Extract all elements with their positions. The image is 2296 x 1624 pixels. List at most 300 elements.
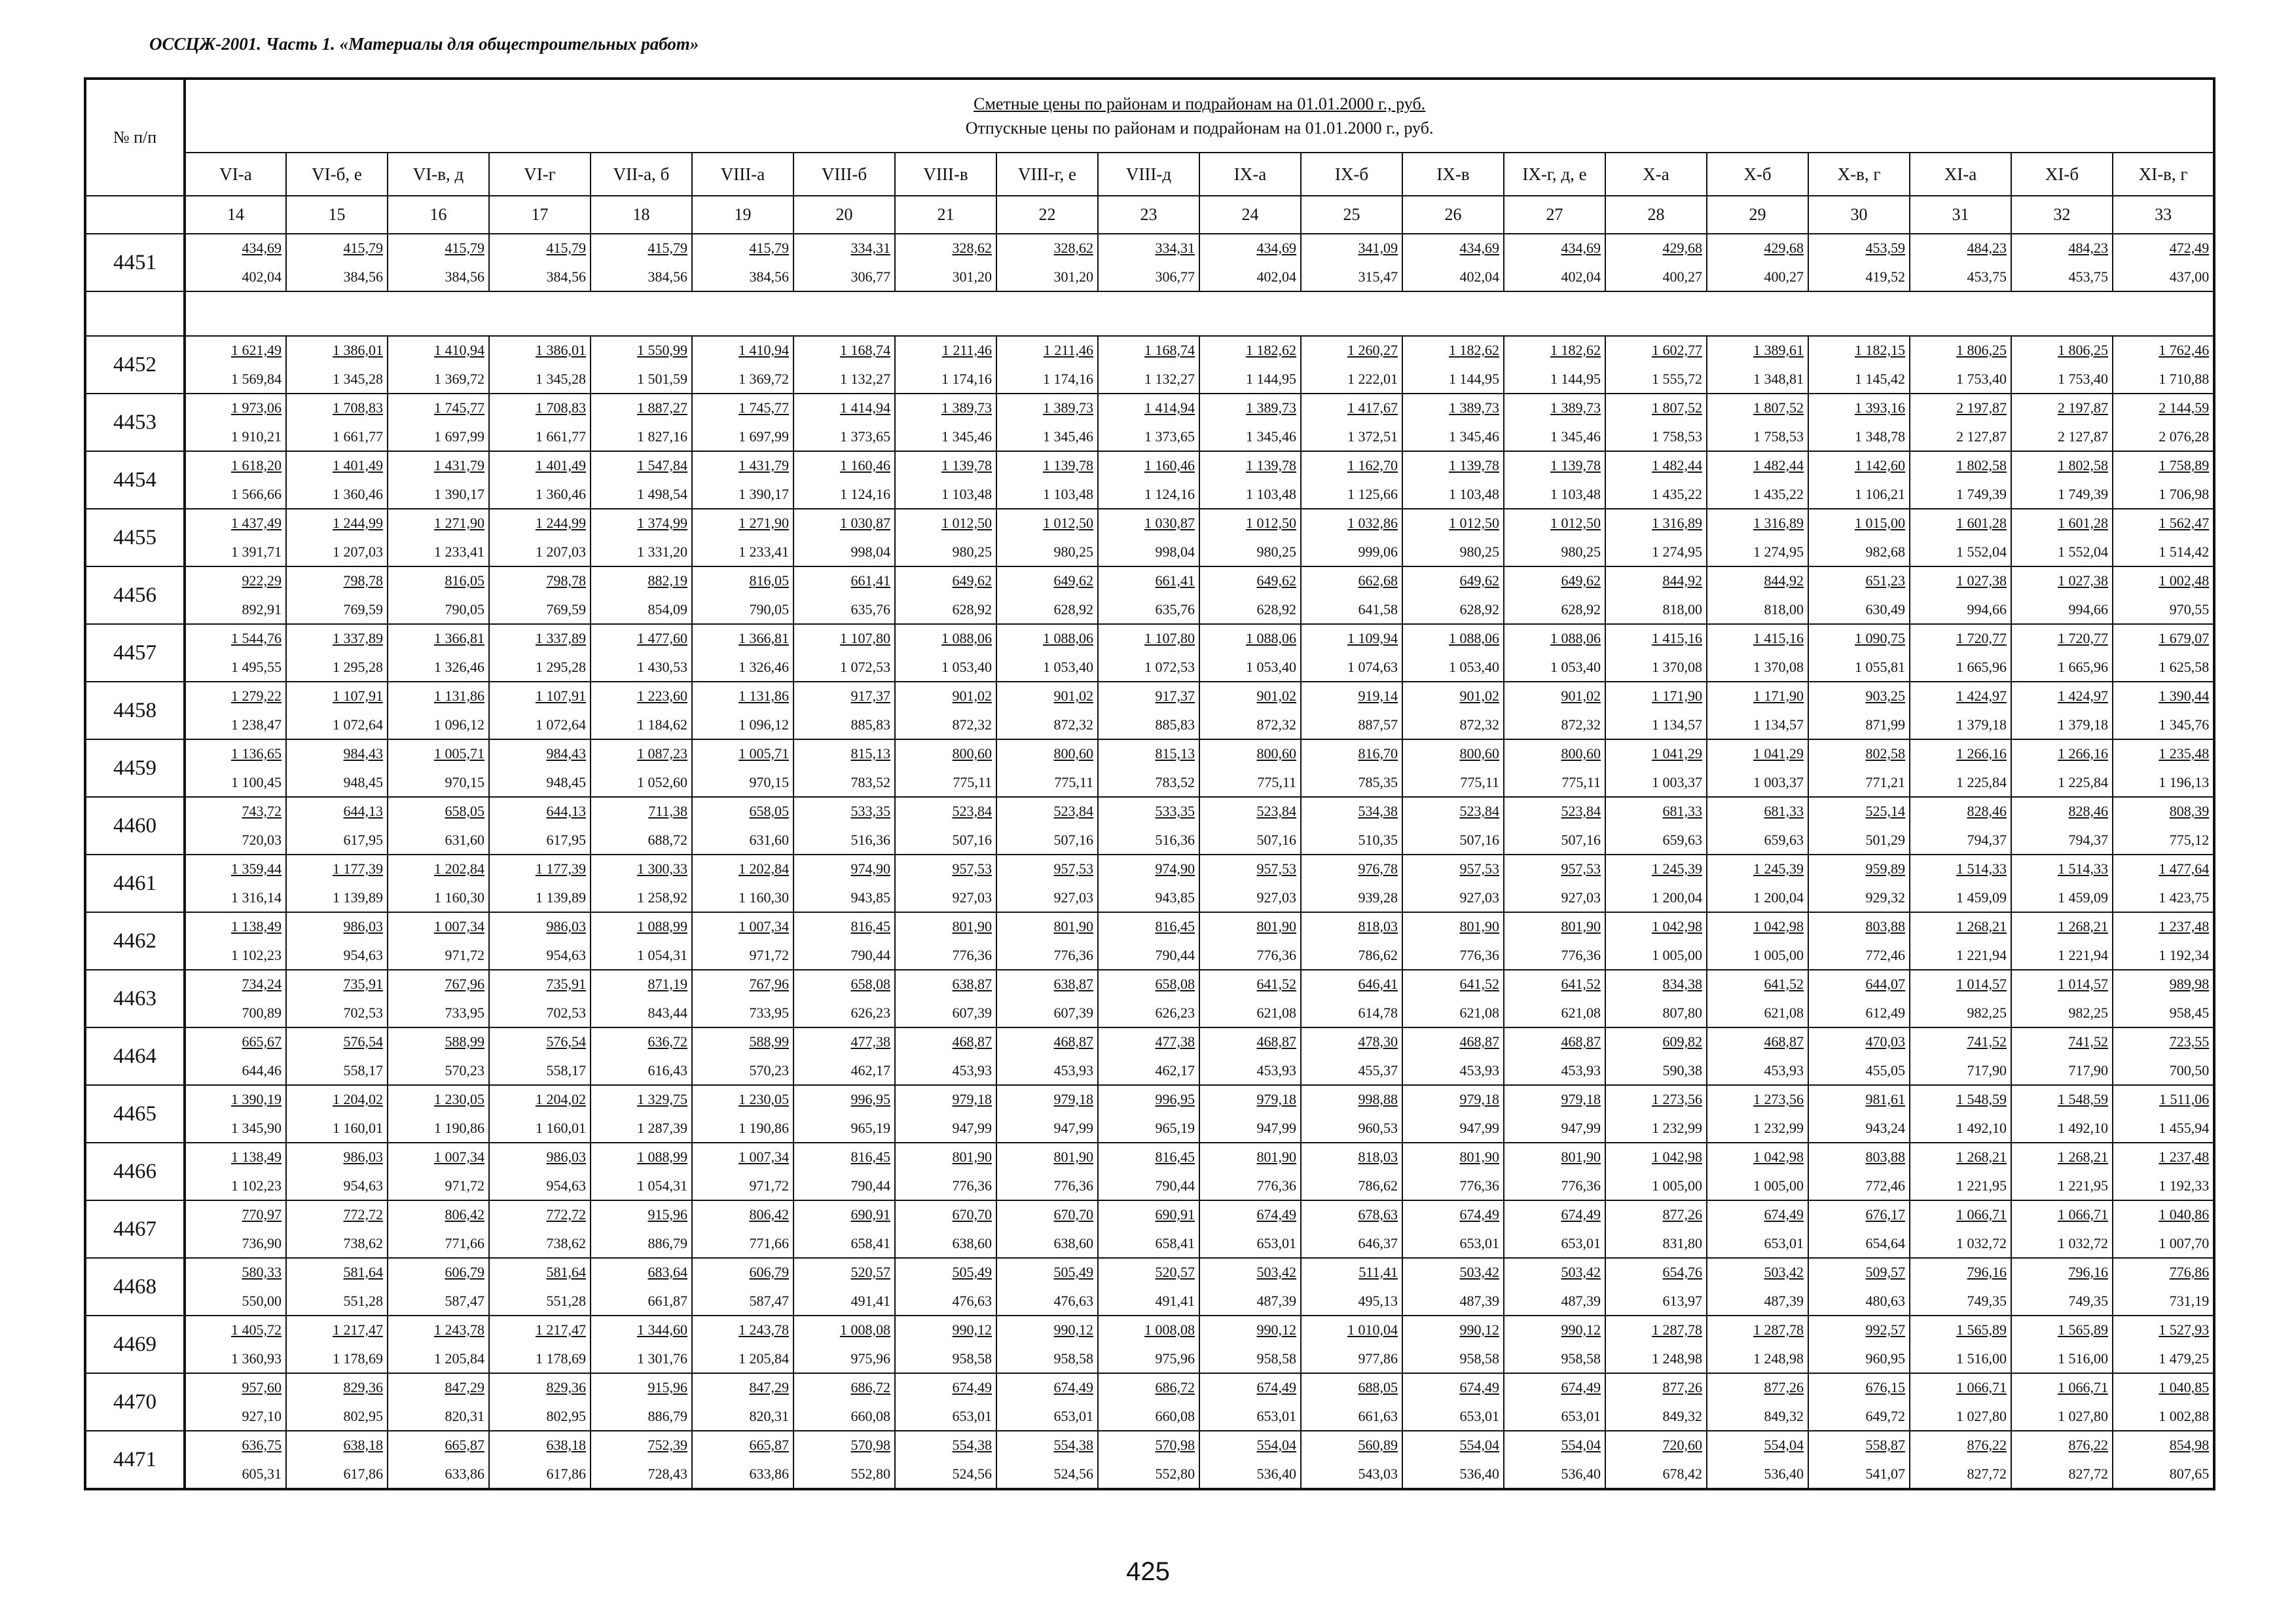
estimate-price: 1 601,28 [1956,515,2007,531]
price-cell [185,1085,286,1143]
release-price: 775,11 [1561,774,1601,790]
estimate-price: 1 802,58 [1956,457,2007,473]
release-price: 659,63 [1764,832,1804,848]
estimate-price: 1 168,74 [840,342,890,358]
row-number: 4464 [85,1027,185,1085]
price-cell [388,739,489,797]
release-price: 998,04 [850,544,890,560]
price-cell [185,566,286,624]
release-price: 790,44 [850,1177,890,1194]
estimate-price: 1 401,49 [536,457,586,473]
price-cell [793,1200,895,1258]
estimate-price: 1 237,48 [2159,1149,2210,1165]
release-price: 1 345,90 [231,1120,282,1136]
price-cell [489,1431,591,1489]
estimate-price: 798,78 [343,572,383,589]
estimate-price: 1 266,16 [2058,745,2108,762]
estimate-price: 638,18 [343,1437,383,1453]
release-price: 1 435,22 [1652,486,1702,502]
price-cell [996,566,1098,624]
price-cell [1808,336,1910,394]
release-price: 1 390,17 [738,486,789,502]
release-price: 536,40 [1459,1466,1499,1482]
estimate-price: 1 268,21 [2058,918,2108,934]
release-price: 769,59 [546,601,586,618]
price-cell [1910,1316,2011,1373]
price-cell [591,1027,692,1085]
price-cell [1402,234,1504,291]
estimate-price: 800,60 [952,745,992,762]
release-price: 1 379,18 [1956,716,2007,733]
release-price: 491,41 [1155,1293,1195,1309]
release-price: 843,44 [647,1005,687,1021]
price-cell [996,682,1098,739]
release-price: 653,01 [1764,1235,1804,1251]
release-price: 807,80 [1662,1005,1702,1021]
release-price: 947,99 [1459,1120,1499,1136]
release-price: 1 192,33 [2159,1177,2210,1194]
release-price: 1 492,10 [1956,1120,2007,1136]
estimate-price: 470,03 [1865,1033,1905,1050]
release-price: 1 207,03 [333,544,383,560]
price-cell [1808,1373,1910,1431]
release-price: 628,92 [1459,601,1499,618]
release-price: 1 005,00 [1753,947,1804,963]
release-price: 570,23 [749,1062,789,1079]
estimate-price: 328,62 [1053,240,1093,256]
estimate-price: 877,26 [1662,1206,1702,1223]
estimate-price: 674,49 [1053,1379,1093,1395]
column-index: 23 [1098,196,1199,234]
release-price: 628,92 [1561,601,1601,618]
price-cell [1098,1143,1199,1200]
release-price: 1 054,31 [637,947,687,963]
estimate-price: 901,02 [952,688,992,704]
estimate-price: 990,12 [1459,1321,1499,1338]
estimate-price: 1 758,89 [2159,457,2210,473]
price-cell [1301,739,1402,797]
price-cell [489,912,591,970]
index-cell-blank [85,196,185,234]
release-price: 659,63 [1662,832,1702,848]
estimate-price: 1 386,01 [333,342,383,358]
estimate-price: 334,31 [1155,240,1195,256]
price-cell [591,1200,692,1258]
estimate-price: 1 237,48 [2159,918,2210,934]
release-price: 631,60 [749,832,789,848]
estimate-price: 816,45 [1155,918,1195,934]
price-cell [1808,624,1910,682]
price-cell [692,1200,793,1258]
estimate-price: 1 160,46 [840,457,890,473]
price-cell [1605,1143,1707,1200]
estimate-price: 661,41 [1155,572,1195,589]
row-number: 4466 [85,1143,185,1200]
row-number: 4458 [85,682,185,739]
estimate-price: 1 107,91 [536,688,586,704]
price-cell [2113,624,2214,682]
estimate-price: 1 139,78 [1449,457,1499,473]
release-price: 772,46 [1865,947,1905,963]
release-price: 402,04 [1459,268,1499,285]
estimate-price: 478,30 [1358,1033,1398,1050]
estimate-price: 1 139,78 [1246,457,1296,473]
release-price: 970,15 [445,774,484,790]
estimate-price: 816,45 [850,1149,890,1165]
estimate-price: 534,38 [1358,803,1398,819]
table-row [85,394,2214,451]
estimate-price: 1 010,04 [1347,1321,1398,1338]
estimate-price: 1 005,71 [434,745,484,762]
price-cell [1605,234,1707,291]
price-cell [1098,1085,1199,1143]
release-price: 437,00 [2169,268,2210,285]
release-price: 384,56 [749,268,789,285]
release-price: 1 345,46 [1550,428,1601,445]
estimate-price: 1 618,20 [231,457,282,473]
release-price: 776,36 [1256,1177,1296,1194]
estimate-price: 882,19 [647,572,687,589]
column-index: 22 [996,196,1098,234]
estimate-price: 990,12 [1561,1321,1601,1338]
estimate-price: 415,79 [546,240,586,256]
estimate-price: 806,42 [445,1206,484,1223]
price-cell [1605,970,1707,1027]
release-price: 617,95 [546,832,586,848]
price-cell [793,1027,895,1085]
release-price: 590,38 [1662,1062,1702,1079]
price-cell [2113,394,2214,451]
estimate-price: 1 012,50 [1449,515,1499,531]
estimate-price: 674,49 [1459,1379,1499,1395]
estimate-price: 1 041,29 [1652,745,1702,762]
release-price: 977,86 [1358,1350,1398,1367]
release-price: 820,31 [445,1408,484,1424]
release-price: 1 238,47 [231,716,282,733]
release-price: 818,00 [1764,601,1804,618]
estimate-price: 903,25 [1865,688,1905,704]
price-cell [793,682,895,739]
column-index: 14 [185,196,286,234]
estimate-price: 1 007,34 [434,918,484,934]
release-price: 1 032,72 [1956,1235,2007,1251]
price-cell [2011,234,2113,291]
price-cell [1301,451,1402,509]
estimate-price: 1 414,94 [1144,399,1195,416]
price-cell [1098,1373,1199,1431]
estimate-price: 984,43 [343,745,383,762]
price-cell [1707,739,1808,797]
estimate-price: 1 405,72 [231,1321,282,1338]
estimate-price: 1 087,23 [637,745,687,762]
release-price: 1 749,39 [1956,486,2007,502]
estimate-price: 986,03 [546,918,586,934]
price-cell [996,797,1098,855]
column-index: 20 [793,196,895,234]
release-price: 1 910,21 [231,428,282,445]
row-number: 4451 [85,234,185,291]
estimate-price: 1 171,90 [1753,688,1804,704]
estimate-price: 1 139,78 [1043,457,1093,473]
price-cell [1707,1431,1808,1489]
release-price: 999,06 [1358,544,1398,560]
estimate-price: 334,31 [850,240,890,256]
release-price: 775,11 [1460,774,1499,790]
release-price: 1 124,16 [1144,486,1195,502]
estimate-price: 901,02 [1053,688,1093,704]
release-price: 994,66 [1967,601,2007,618]
release-price: 607,39 [952,1005,992,1021]
estimate-price: 1 547,84 [637,457,687,473]
release-price: 982,25 [2068,1005,2108,1021]
estimate-price: 328,62 [952,240,992,256]
price-cell [1605,1258,1707,1316]
price-cell [286,855,388,912]
release-price: 476,63 [952,1293,992,1309]
estimate-price: 989,98 [2169,976,2210,992]
release-price: 1 052,60 [637,774,687,790]
estimate-price: 1 279,22 [231,688,282,704]
column-index: 33 [2113,196,2214,234]
release-price: 1 661,77 [333,428,383,445]
price-cell [996,912,1098,970]
column-index: 17 [489,196,591,234]
price-cell [895,1431,996,1489]
release-price: 1 027,80 [2058,1408,2108,1424]
release-price: 958,58 [952,1350,992,1367]
price-cell [895,394,996,451]
estimate-price: 734,24 [242,976,282,992]
release-price: 1 233,41 [738,544,789,560]
estimate-price: 670,70 [952,1206,992,1223]
release-price: 633,86 [445,1466,484,1482]
estimate-price: 1 131,86 [738,688,789,704]
row-number: 4460 [85,797,185,855]
release-price: 1 134,57 [1652,716,1702,733]
price-cell [2113,912,2214,970]
table-body [85,234,2214,1489]
price-cell [1910,912,2011,970]
release-price: 507,16 [1256,832,1296,848]
price-cell [1504,912,1605,970]
estimate-price: 570,98 [850,1437,890,1453]
estimate-price: 796,16 [2068,1264,2108,1280]
estimate-price: 1 090,75 [1855,630,1905,646]
estimate-price: 979,18 [1459,1091,1499,1107]
price-cell [1504,1431,1605,1489]
price-cell [1098,912,1199,970]
estimate-price: 1 401,49 [333,457,383,473]
estimate-price: 1 807,52 [1753,399,1804,416]
release-price: 653,01 [1561,1408,1601,1424]
estimate-price: 1 316,89 [1652,515,1702,531]
release-price: 1 758,53 [1753,428,1804,445]
index-header-row [85,196,2214,234]
region-header: IX-в [1402,153,1504,196]
price-cell [286,797,388,855]
release-price: 1 160,01 [536,1120,586,1136]
release-price: 507,16 [1561,832,1601,848]
estimate-price: 770,97 [242,1206,282,1223]
price-cell [793,336,895,394]
price-cell [185,1027,286,1085]
estimate-price: 1 244,99 [536,515,586,531]
estimate-price: 917,37 [850,688,890,704]
price-cell [286,1085,388,1143]
estimate-price: 1 415,16 [1652,630,1702,646]
release-price: 1 124,16 [840,486,890,502]
price-cell [1199,1373,1301,1431]
release-price: 1 516,00 [1956,1350,2007,1367]
price-cell [1199,1258,1301,1316]
estimate-price: 815,13 [850,745,890,762]
estimate-price: 570,98 [1155,1437,1195,1453]
estimate-price: 1 802,58 [2058,457,2108,473]
price-cell [692,1373,793,1431]
estimate-price: 638,87 [952,976,992,992]
estimate-price: 917,37 [1155,688,1195,704]
estimate-price: 776,86 [2169,1264,2210,1280]
price-cell [1402,739,1504,797]
release-price: 1 003,37 [1753,774,1804,790]
release-price: 570,23 [445,1062,484,1079]
release-price: 776,36 [1053,1177,1093,1194]
release-price: 487,39 [1459,1293,1499,1309]
price-cell [1605,1373,1707,1431]
estimate-price: 576,54 [343,1033,383,1050]
estimate-price: 511,41 [1358,1264,1398,1280]
release-price: 1 002,88 [2159,1408,2210,1424]
price-cell [1402,1316,1504,1373]
price-cell [1910,394,2011,451]
estimate-price: 1 390,19 [231,1091,282,1107]
region-header: IX-б [1301,153,1402,196]
price-cell [793,912,895,970]
estimate-price: 1 027,38 [2058,572,2108,589]
release-price: 1 139,89 [536,889,586,906]
price-cell [1504,1027,1605,1085]
estimate-price: 957,53 [1053,860,1093,877]
price-cell [1504,624,1605,682]
release-price: 1 625,58 [2159,659,2210,675]
release-price: 980,25 [952,544,992,560]
estimate-price: 1 230,05 [434,1091,484,1107]
release-price: 1 373,65 [1144,428,1195,445]
estimate-price: 434,69 [1256,240,1296,256]
price-cell [793,566,895,624]
release-price: 1 125,66 [1347,486,1398,502]
estimate-price: 1 482,44 [1753,457,1804,473]
estimate-price: 1 245,39 [1652,860,1702,877]
estimate-price: 1 204,02 [536,1091,586,1107]
price-cell [286,912,388,970]
release-price: 772,46 [1865,1177,1905,1194]
price-cell [1605,451,1707,509]
release-price: 1 005,00 [1652,1177,1702,1194]
price-cell [895,797,996,855]
estimate-price: 523,84 [1256,803,1296,819]
price-cell [388,451,489,509]
estimate-price: 1 211,46 [1043,342,1093,358]
estimate-price: 1 390,44 [2159,688,2210,704]
table-row [85,624,2214,682]
estimate-price: 1 745,77 [434,399,484,416]
release-price: 551,28 [343,1293,383,1309]
price-cell [2113,1200,2214,1258]
estimate-price: 434,69 [242,240,282,256]
region-header: VI-г [489,153,591,196]
release-price: 2 127,87 [2058,428,2108,445]
release-price: 653,01 [1459,1235,1499,1251]
release-price: 661,63 [1358,1408,1398,1424]
price-cell [1707,1200,1808,1258]
release-price: 1 391,71 [231,544,282,560]
price-cell [1301,1316,1402,1373]
price-cell [996,739,1098,797]
release-price: 776,36 [1561,1177,1601,1194]
price-cell [2011,451,2113,509]
estimate-price: 1 223,60 [637,688,687,704]
price-cell [489,1373,591,1431]
price-cell [489,566,591,624]
release-price: 1 102,23 [231,1177,282,1194]
price-cell [286,739,388,797]
release-price: 802,95 [546,1408,586,1424]
price-cell [1098,624,1199,682]
release-price: 958,45 [2169,1005,2210,1021]
price-cell [1301,912,1402,970]
price-cell [1301,624,1402,682]
price-cell [1199,394,1301,451]
estimate-price: 429,68 [1662,240,1702,256]
region-header: VI-а [185,153,286,196]
price-cell [1707,1373,1808,1431]
release-price: 1 053,40 [1043,659,1093,675]
estimate-price: 1 008,08 [1144,1321,1195,1338]
estimate-price: 996,95 [1155,1091,1195,1107]
price-cell [591,394,692,451]
estimate-price: 1 177,39 [333,860,383,877]
release-price: 971,72 [749,1177,789,1194]
release-price: 1 174,16 [1043,371,1093,387]
release-price: 1 221,94 [1956,947,2007,963]
estimate-price: 554,38 [1053,1437,1093,1453]
price-cell [1605,682,1707,739]
release-price: 1 103,48 [1449,486,1499,502]
region-header: X-в, г [1808,153,1910,196]
release-price: 1 569,84 [231,371,282,387]
release-price: 487,39 [1764,1293,1804,1309]
estimate-price: 847,29 [445,1379,484,1395]
estimate-price: 690,91 [850,1206,890,1223]
estimate-price: 683,64 [647,1264,687,1280]
price-cell [996,1316,1098,1373]
estimate-price: 990,12 [1256,1321,1296,1338]
release-price: 1 139,89 [333,889,383,906]
price-cell [489,1143,591,1200]
blank-separator-row [85,291,2214,336]
release-price: 980,25 [1256,544,1296,560]
estimate-price: 554,04 [1764,1437,1804,1453]
release-price: 958,58 [1561,1350,1601,1367]
table-row [85,1316,2214,1373]
estimate-price: 1 005,71 [738,745,789,762]
estimate-price: 957,53 [1561,860,1601,877]
estimate-price: 801,90 [1459,918,1499,934]
price-cell [1707,394,1808,451]
estimate-price: 1 565,89 [2058,1321,2108,1338]
estimate-price: 1 088,06 [1246,630,1296,646]
